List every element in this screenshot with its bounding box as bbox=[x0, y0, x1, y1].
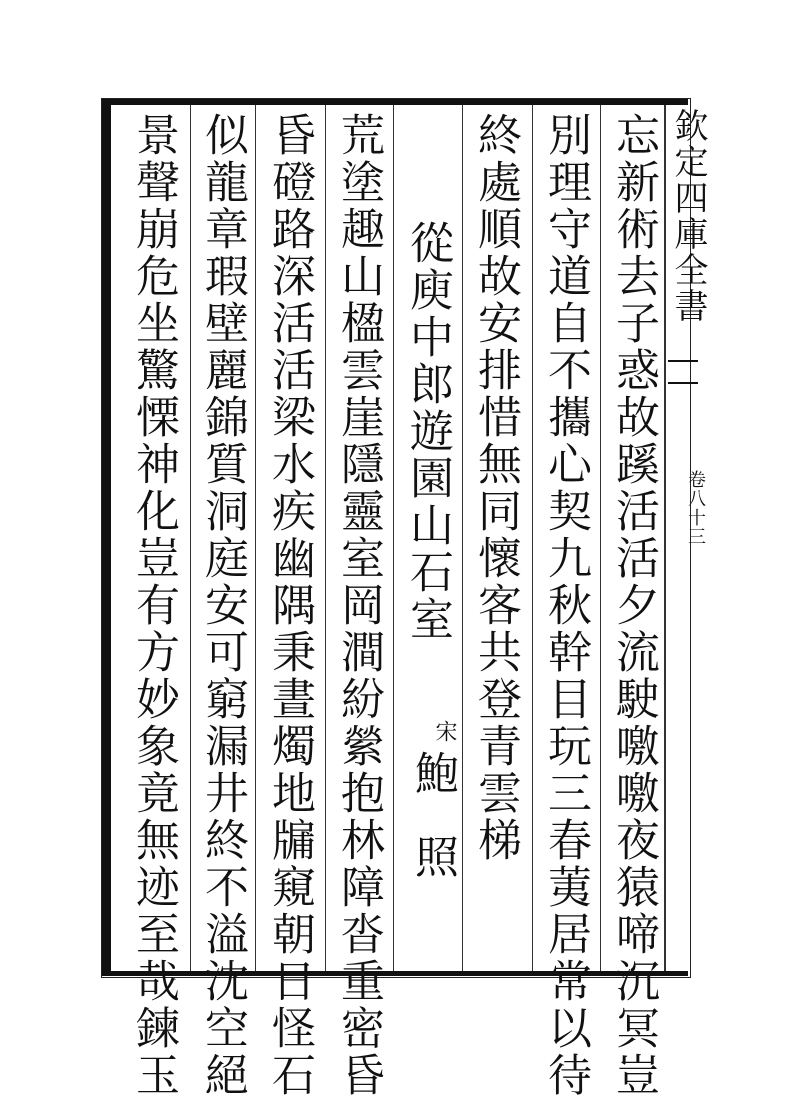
column-divider bbox=[190, 105, 191, 971]
text-column-5: 荒塗趣山楹雲崖隱靈室岡澗紛縈抱林障沓重密昏 bbox=[333, 112, 384, 1099]
column-divider bbox=[600, 105, 601, 971]
author-name: 鮑照 bbox=[407, 750, 458, 918]
text-column-6: 昏磴路深活活梁水疾幽隅秉晝燭地牖窺朝日怪石 bbox=[264, 112, 315, 1099]
frame-left-border bbox=[102, 99, 111, 976]
column-divider bbox=[325, 105, 326, 971]
column-divider bbox=[255, 105, 256, 971]
column-divider bbox=[462, 105, 463, 971]
fishtail-mark bbox=[668, 360, 698, 384]
text-column-3: 終處順故安排惜無同懷客共登青雲梯 bbox=[470, 112, 521, 864]
author-dynasty: 宋 bbox=[432, 720, 457, 742]
column-divider bbox=[393, 105, 394, 971]
book-title: 欽定四庫全書 bbox=[668, 108, 708, 324]
poem-title: 從庾中郎遊園山石室 bbox=[402, 220, 453, 643]
text-column-1: 忘新術去子惑故蹊活活夕流駛噭噭夜猿啼沉冥豈 bbox=[608, 112, 659, 1099]
margin-divider bbox=[664, 105, 666, 971]
text-column-2: 別理守道自不攜心契九秋幹目玩三春荑居常以待 bbox=[540, 112, 591, 1099]
juan-number: 卷八十三 bbox=[685, 470, 706, 546]
frame-bottom-border bbox=[102, 971, 688, 976]
text-column-7: 似龍章瑕壁麗錦質洞庭安可窮漏井終不溢沈空絕 bbox=[197, 112, 248, 1099]
text-column-8: 景聲崩危坐驚慄神化豈有方妙象竟無迹至哉鍊玉 bbox=[128, 112, 179, 1099]
column-divider bbox=[532, 105, 533, 971]
